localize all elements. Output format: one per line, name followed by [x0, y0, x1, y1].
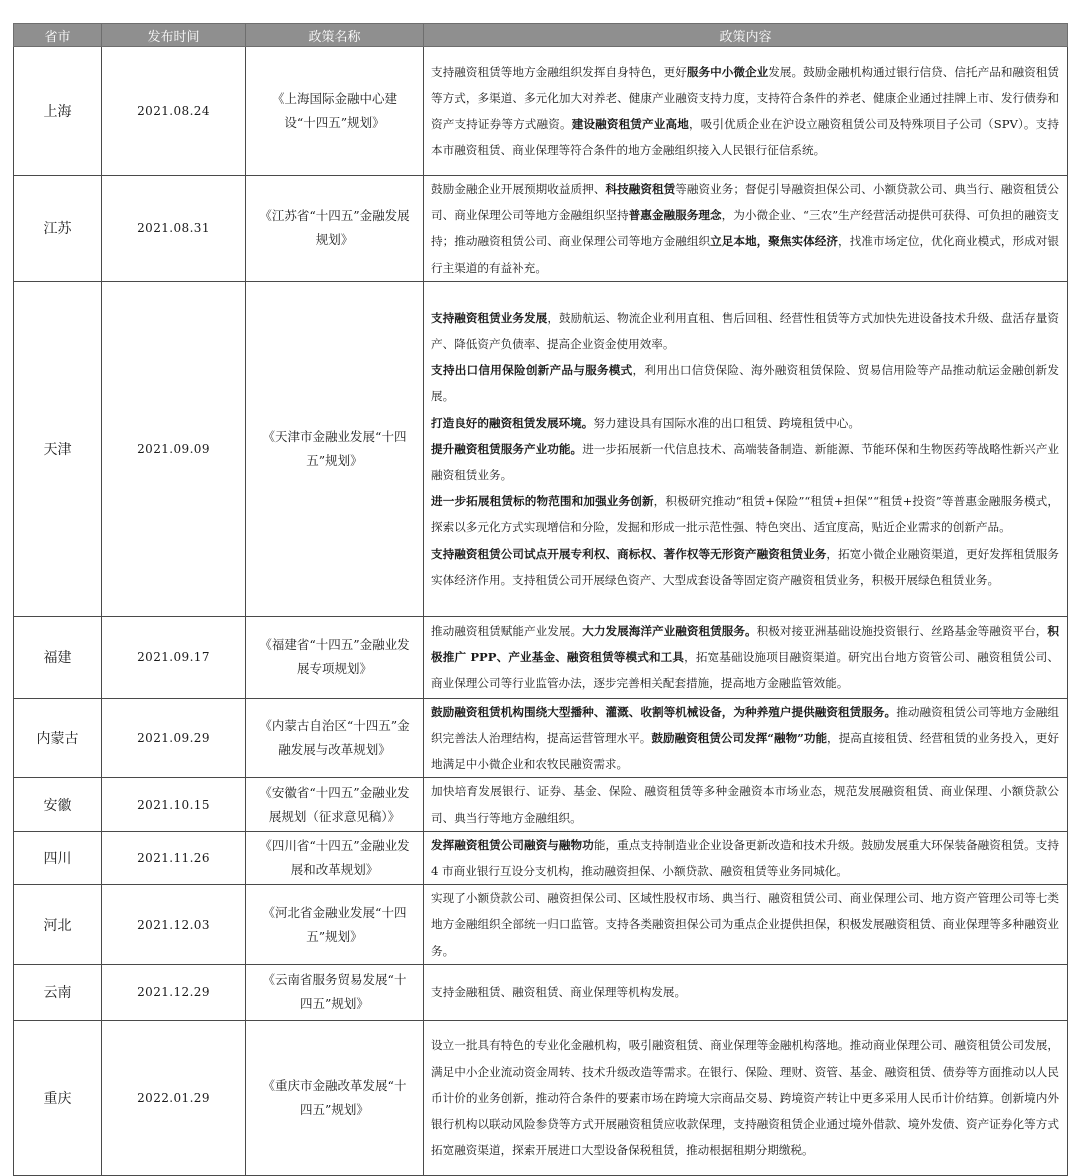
content-text: 推动融资租赁赋能产业发展。: [431, 624, 583, 638]
content-text: 设立一批具有特色的专业化金融机构，吸引融资租赁、商业保理等金融机构落地。推动商业保理公司、融资租赁公司发展，满足中小企业流动资金周转、技术升级改造等需求。在银行、保险、理财、资管、基金、融资租赁、债券等方面推动以人民币计价的业务创新，推动符合条件的要素市场在跨境大宗商品交易、跨境资产转让中更多采用人民币计价结算。创新境内外银行机构以联动风险参贷等方式开展融资租赁应收款保理，支持融资租赁企业通过境外借款、境外发债、资产证券化等方式拓宽融资渠道，探索开展进口大型设备保税租赁，推动根据租期分期缴税。: [431, 1038, 1059, 1158]
policy-name-cell: 《安徽省“十四五”金融业发展规划（征求意见稿）》: [246, 778, 424, 831]
policy-content-cell: [424, 616, 1068, 698]
province-cell: 福建: [14, 616, 102, 698]
emphasis-text: 大力发展海洋产业融资租赁服务。: [582, 624, 757, 638]
content-text: ，鼓励航运、物流企业利用直租、售后回租、经营性租赁等方式加快先进设备技术升级、盘活存量资产、降低资产负债率、提高企业资金使用效率。: [431, 310, 1059, 351]
emphasis-text: 进一步拓展租赁标的物范围和加强业务创新: [431, 494, 654, 509]
content-text: ，为小微企业、“三农”生产经营活动提供可获得、可负担的融资支持；推动融资租赁公司、商业保理公司等地方金融组织: [431, 208, 1059, 249]
province-cell: 上海: [14, 47, 102, 176]
province-cell: 江苏: [14, 176, 102, 282]
date-cell: 2021.12.03: [102, 885, 246, 965]
content-text: 努力建设具有国际水准的出口租赁、跨境租赁中心。: [593, 415, 860, 430]
policy-content-cell: [424, 885, 1068, 965]
content-paragraph: [431, 1032, 1059, 1163]
content-text: ，拓宽小微企业融资渠道，更好发挥租赁服务实体经济作用。支持租赁公司开展绿色资产、大型成套设备等固定资产融资租赁业务，积极开展绿色租赁业务。: [431, 546, 1059, 587]
policy-name-cell: 《四川省“十四五”金融业发展和改革规划》: [246, 831, 424, 884]
emphasis-text: 立足本地，聚焦实体经济: [710, 234, 839, 249]
emphasis-text: 服务中小微企业: [686, 64, 769, 79]
policy-table-container: [13, 23, 1067, 1176]
table-row: [14, 47, 1068, 176]
header-province: 省市: [14, 24, 102, 47]
content-paragraph: [431, 979, 1059, 1005]
policy-name-cell: 《天津市金融业发展“十四五”规划》: [246, 281, 424, 616]
emphasis-text: 支持出口信用保险创新产品与服务模式: [431, 363, 633, 378]
content-text: 鼓励金融企业开展预期收益质押、: [431, 182, 606, 196]
table-row: [14, 698, 1068, 778]
table-row: [14, 778, 1068, 831]
date-cell: 2021.09.09: [102, 281, 246, 616]
content-paragraph: [431, 488, 1059, 540]
content-text: ，找准市场定位，优化商业模式，形成对银行主渠道的有益补充。: [431, 234, 1059, 275]
content-text: ，积极研究推动“租赁+保险”“租赁+担保”“租赁+投资”等普惠金融服务模式，探索以多元化方式实现增信和分险，发掘和形成一批示范性强、特色突出、适宜度高，贴近企业需求的创新产品。: [431, 494, 1059, 535]
content-paragraph: [431, 541, 1059, 593]
policy-content-cell: [424, 176, 1068, 282]
policy-name-cell: 《河北省金融业发展“十四五”规划》: [246, 885, 424, 965]
content-paragraph: [431, 832, 1059, 884]
content-text: ，拓宽基础设施项目融资渠道。研究出台地方资管公司、融资租赁公司、商业保理公司等行业监管办法，逐步完善相关配套措施，提高地方金融监管效能。: [431, 650, 1059, 691]
date-cell: 2022.01.29: [102, 1020, 246, 1175]
policy-name-cell: 《内蒙古自治区“十四五”金融发展与改革规划》: [246, 698, 424, 778]
province-cell: 重庆: [14, 1020, 102, 1175]
province-cell: 四川: [14, 831, 102, 884]
date-cell: 2021.09.17: [102, 616, 246, 698]
emphasis-text: 科技融资租赁: [605, 182, 676, 196]
content-paragraph: [431, 176, 1059, 281]
content-text: 发展。鼓励金融机构通过银行信贷、信托产品和融资租赁等方式，多渠道、多元化加大对养老、健康产业融资支持力度，支持符合条件的养老、健康企业通过挂牌上市、发行债券和资产支持证券等方式融资。: [431, 64, 1059, 131]
table-row: [14, 831, 1068, 884]
date-cell: 2021.12.29: [102, 964, 246, 1020]
date-cell: 2021.08.31: [102, 176, 246, 282]
province-cell: 云南: [14, 964, 102, 1020]
content-text: 支持金融租赁、融资租赁、商业保理等机构发展。: [431, 985, 687, 1000]
table-row: [14, 964, 1068, 1020]
policy-content-cell: [424, 964, 1068, 1020]
policy-content-cell: [424, 1020, 1068, 1175]
content-text: 积极对接亚洲基础设施投资银行、丝路基金等融资平台，: [756, 624, 1048, 638]
content-paragraph: [431, 305, 1059, 357]
content-paragraph: [431, 778, 1059, 830]
table-row: [14, 885, 1068, 965]
province-cell: 天津: [14, 281, 102, 616]
policy-content-cell: [424, 778, 1068, 831]
header-date: 发布时间: [102, 24, 246, 47]
policy-name-cell: 《江苏省“十四五”金融发展规划》: [246, 176, 424, 282]
content-text: 能，重点支持制造业企业设备更新改造和技术升级。鼓励发展重大环保装备融资租赁。支持 4 市商业银行互设分支机构，推动融资担保、小额贷款、融资租赁等业务同城化。: [431, 837, 1059, 879]
policy-name-cell: 《福建省“十四五”金融业发展专项规划》: [246, 616, 424, 698]
content-paragraph: [431, 410, 1059, 436]
content-paragraph: [431, 699, 1059, 778]
policy-name-cell: 《云南省服务贸易发展“十四五”规划》: [246, 964, 424, 1020]
header-policy-name: 政策名称: [246, 24, 424, 47]
emphasis-text: 支持融资租赁业务发展: [431, 310, 548, 325]
table-row: [14, 1020, 1068, 1175]
policy-content-cell: [424, 831, 1068, 884]
policy-name-cell: 《重庆市金融改革发展“十四五”规划》: [246, 1020, 424, 1175]
content-text: 支持融资租赁等地方金融组织发挥自身特色，更好: [431, 64, 687, 79]
emphasis-text: 支持融资租赁公司试点开展专利权、商标权、著作权等无形资产融资租赁业务: [431, 546, 827, 561]
table-header-row: [14, 24, 1068, 47]
policy-content-cell: [424, 47, 1068, 176]
emphasis-text: 普惠金融服务理念: [628, 208, 722, 223]
content-text: ，利用出口信贷保险、海外融资租赁保险、贸易信用险等产品推动航运金融创新发展。: [431, 363, 1059, 404]
date-cell: 2021.10.15: [102, 778, 246, 831]
content-text: 推动融资租赁公司等地方金融组织完善法人治理结构，提高运营管理水平。: [431, 704, 1059, 746]
province-cell: 内蒙古: [14, 698, 102, 778]
header-policy-content: 政策内容: [424, 24, 1068, 47]
content-text: 进一步拓展新一代信息技术、高端装备制造、新能源、节能环保和生物医药等战略性新兴产业融资租赁业务。: [431, 441, 1059, 482]
emphasis-text: 发挥融资租赁公司融资与融物功: [431, 837, 594, 852]
content-paragraph: [431, 59, 1059, 164]
content-text: 加快培育发展银行、证券、基金、保险、融资租赁等多种金融资本市场业态，规范发展融资租赁、商业保理、小额贷款公司、典当行等地方金融组织。: [431, 784, 1059, 825]
table-row: [14, 281, 1068, 616]
content-text: ，提高直接租赁、经营租赁的业务投入，更好地满足中小微企业和农牧民融资需求。: [431, 731, 1059, 772]
province-cell: 河北: [14, 885, 102, 965]
province-cell: 安徽: [14, 778, 102, 831]
policy-content-cell: [424, 281, 1068, 616]
content-text: ，吸引优质企业在沪设立融资租赁公司及特殊项目子公司（SPV）。支持本市融资租赁、商业保理等符合条件的地方金融组织接入人民银行征信系统。: [431, 117, 1059, 158]
emphasis-text: 提升融资租赁服务产业功能。: [431, 441, 583, 456]
content-paragraph: [431, 885, 1059, 964]
policy-content-cell: [424, 698, 1068, 778]
date-cell: 2021.08.24: [102, 47, 246, 176]
content-text: 等融资业务；督促引导融资担保公司、小额贷款公司、典当行、融资租赁公司、商业保理公司等地方金融组织坚持: [431, 182, 1059, 223]
content-paragraph: [431, 357, 1059, 409]
date-cell: 2021.09.29: [102, 698, 246, 778]
date-cell: 2021.11.26: [102, 831, 246, 884]
content-text: 实现了小额贷款公司、融资担保公司、区域性股权市场、典当行、融资租赁公司、商业保理公司、地方资产管理公司等七类地方金融组织全部统一归口监管。支持各类融资担保公司为重点企业提供担保，积极发展融资租赁、商业保理等多种融资业务。: [431, 891, 1059, 958]
emphasis-text: 鼓励融资租赁机构围绕大型播种、灌溉、收割等机械设备，为种养殖户提供融资租赁服务。: [431, 704, 897, 719]
emphasis-text: 打造良好的融资租赁发展环境。: [431, 415, 594, 430]
table-body: [14, 47, 1068, 1176]
content-paragraph: [431, 618, 1059, 697]
policy-table: [13, 23, 1068, 1176]
emphasis-text: 积极推广 PPP、产业基金、融资租赁等模式和工具: [431, 624, 1059, 665]
policy-name-cell: 《上海国际金融中心建设“十四五”规划》: [246, 47, 424, 176]
emphasis-text: 建设融资租赁产业高地: [571, 117, 689, 131]
content-paragraph: [431, 436, 1059, 488]
table-row: [14, 176, 1068, 282]
emphasis-text: 鼓励融资租赁公司发挥“融物”功能: [651, 731, 828, 746]
table-row: [14, 616, 1068, 698]
